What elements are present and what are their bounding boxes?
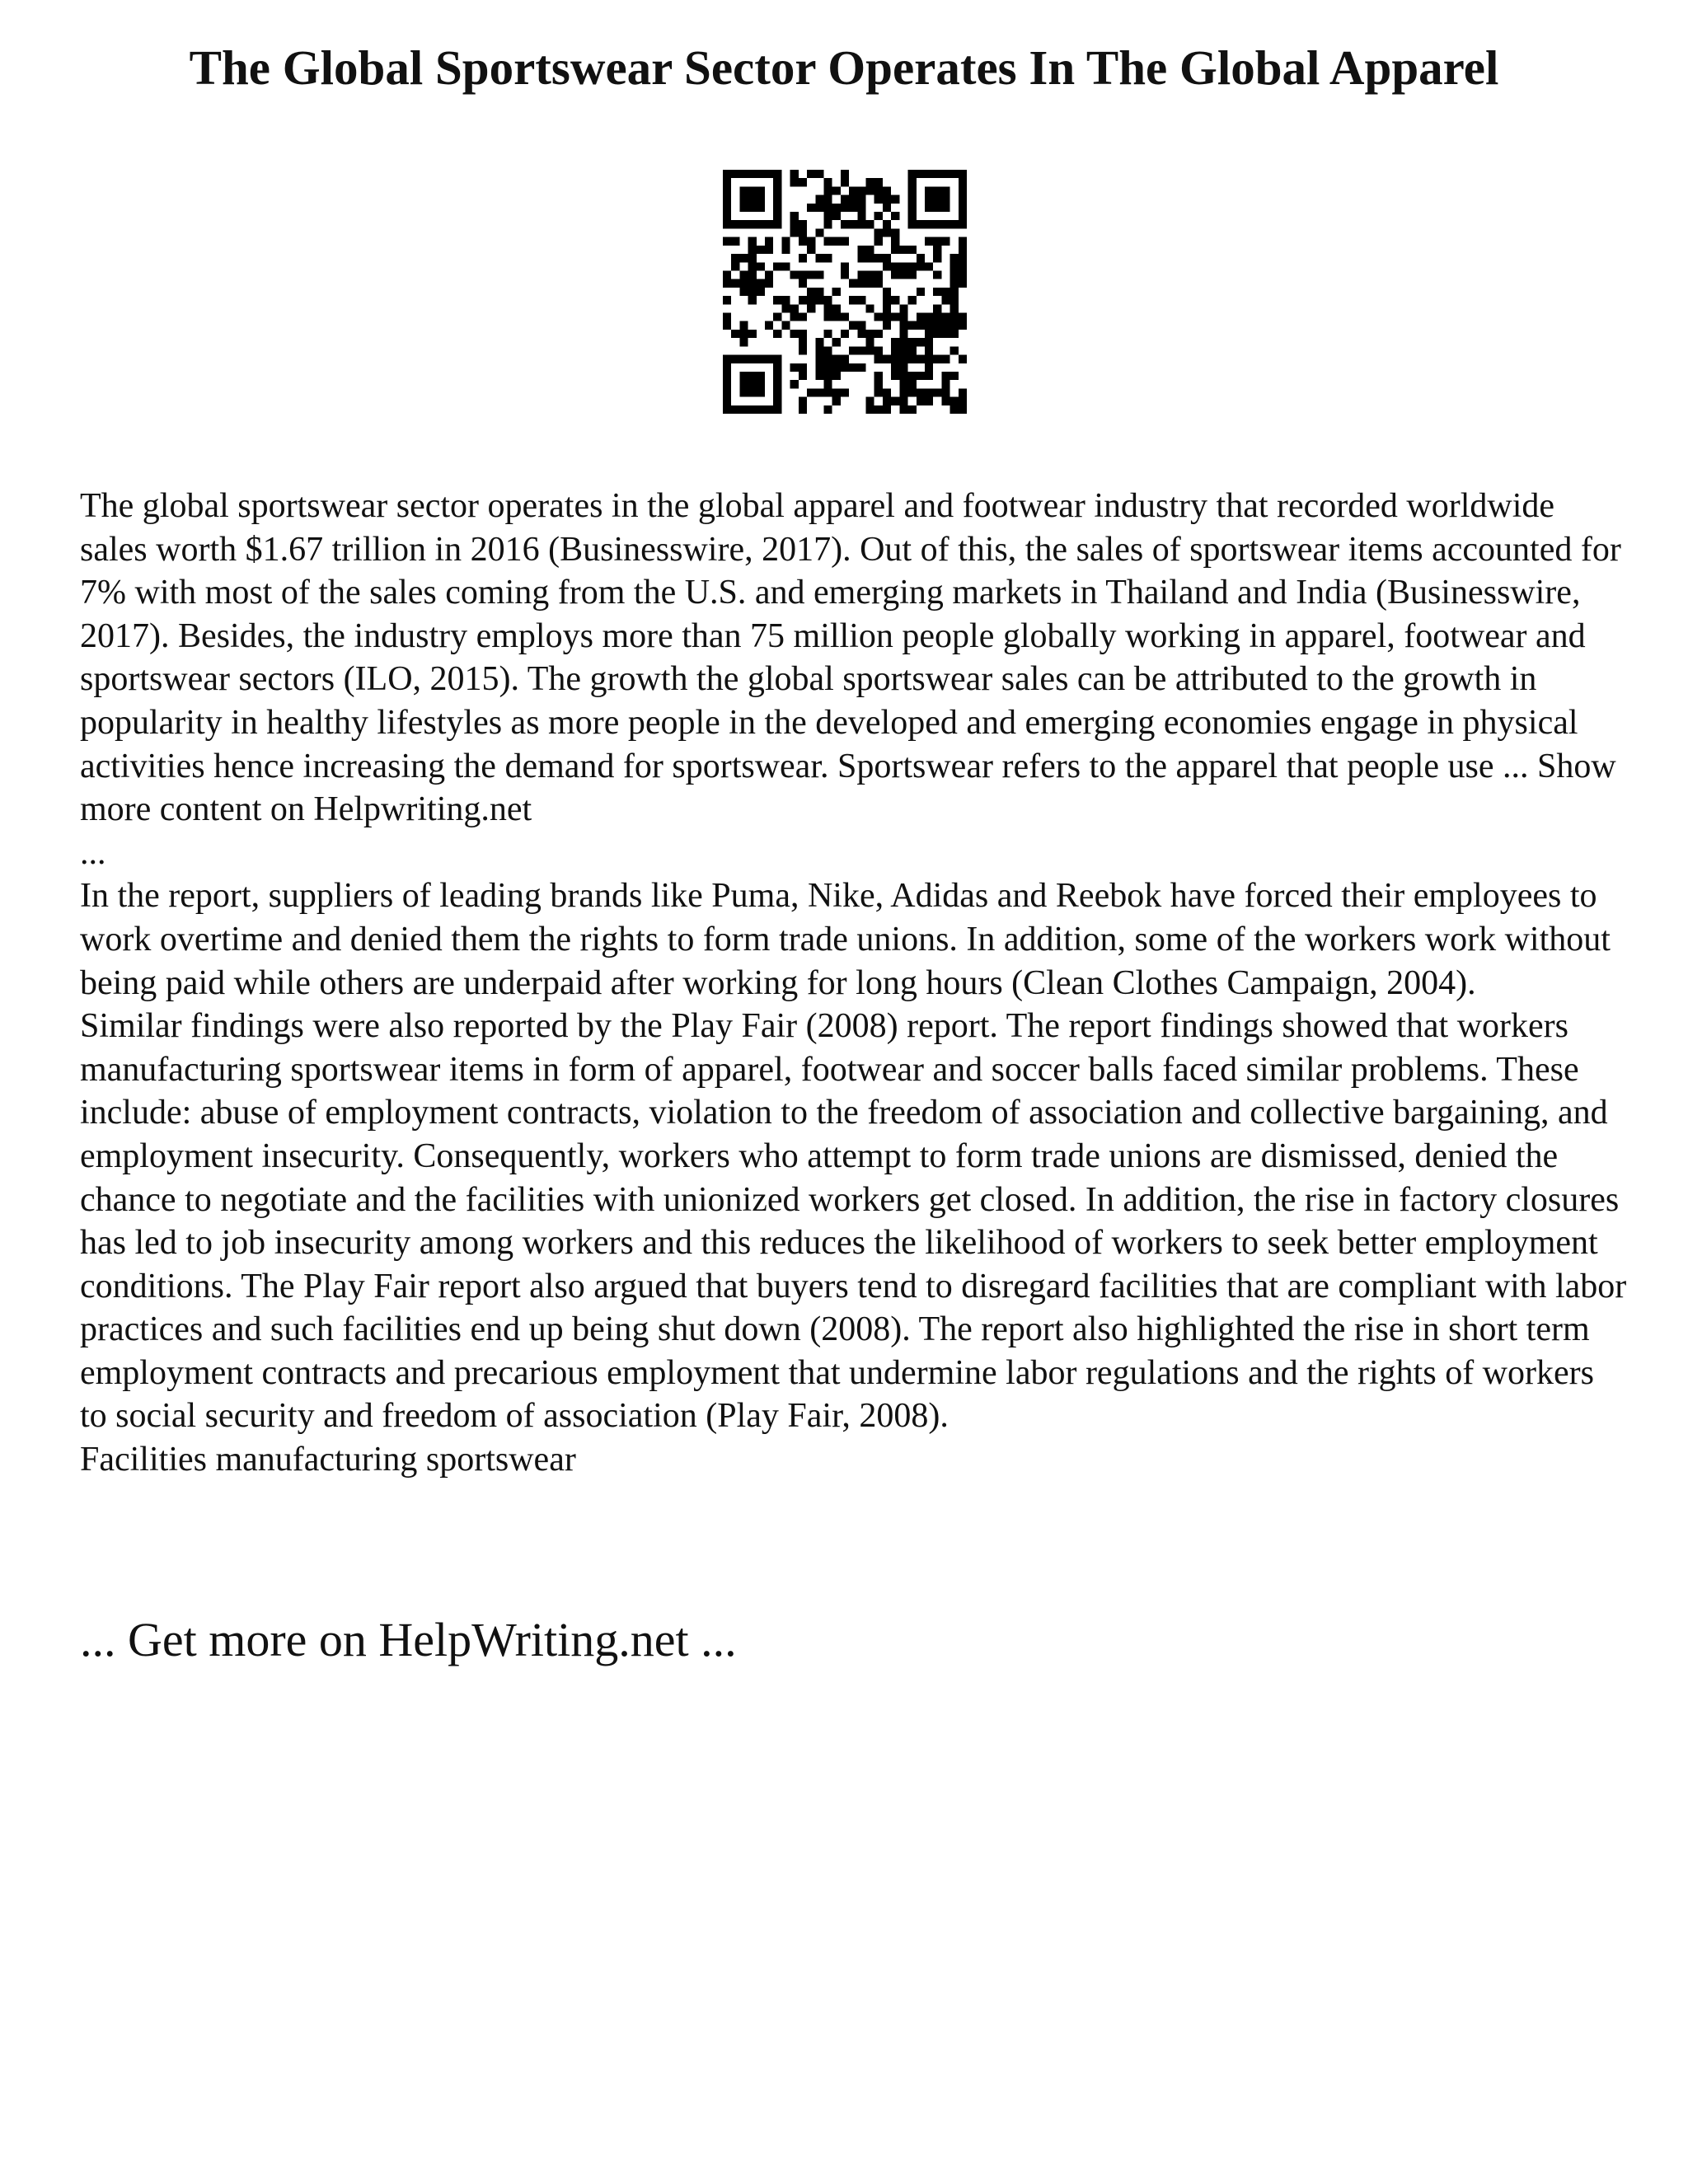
get-more-link[interactable]: ... Get more on HelpWriting.net ... xyxy=(80,1613,737,1666)
paragraph-intro: The global sportswear sector operates in the global apparel and footwear industry that recorded worldwide sales worth $1.67 trillion in 2016 (Businesswire, 2017). Out of this, the sales of sportswear items accounted for 7% with most of the sales coming from the U.S. and emerging markets in Thailand and India (Businesswire, 2017). Besides, the industry employs more than 75 million people globally working in apparel, footwear and sportswear sectors (ILO, 2015). The growth the global sportswear sales can be attributed to the growth in popularity in healthy lifestyles as more people in the developed and emerging economies engage in physical activities hence increasing the demand for sportswear. Sportswear refers to the apparel that people use ... Show more content on Helpwriting.net xyxy=(80,487,1621,829)
paragraph-facilities: Facilities manufacturing sportswear xyxy=(80,1441,576,1479)
page-title: The Global Sportswear Sector Operates In The Global Apparel xyxy=(189,40,1499,95)
qr-code-icon xyxy=(723,170,967,414)
paragraph-report: In the report, suppliers of leading brands like Puma, Nike, Adidas and Reebok have forced their employees to work overtime and denied them the rights to form trade unions. In addition, some of the workers work without being paid while others are underpaid after working for long hours (Clean Clothes Campaign, 2004). xyxy=(80,877,1611,1002)
paragraph-play-fair: Similar findings were also reported by the Play Fair (2008) report. The report findings showed that workers manufacturing sportswear items in form of apparel, footwear and soccer balls faced similar problems. These include: abuse of employment contracts, violation to the freedom of association and collective bargaining, and employment insecurity. Consequently, workers who attempt to form trade unions are dismissed, denied the chance to negotiate and the facilities with unionized workers get closed. In addition, the rise in factory closures has led to job insecurity among workers and this reduces the likelihood of workers to seek better employment conditions. The Play Fair report also argued that buyers tend to disregard facilities that are compliant with labor practices and such facilities end up being shut down (2008). The report also highlighted the rise in short term employment contracts and precarious employment that undermine labor regulations and the rights of workers to social security and freedom of association (Play Fair, 2008). xyxy=(80,1007,1627,1436)
article-body xyxy=(80,485,1629,1482)
paragraph-ellipsis: ... xyxy=(80,833,106,872)
